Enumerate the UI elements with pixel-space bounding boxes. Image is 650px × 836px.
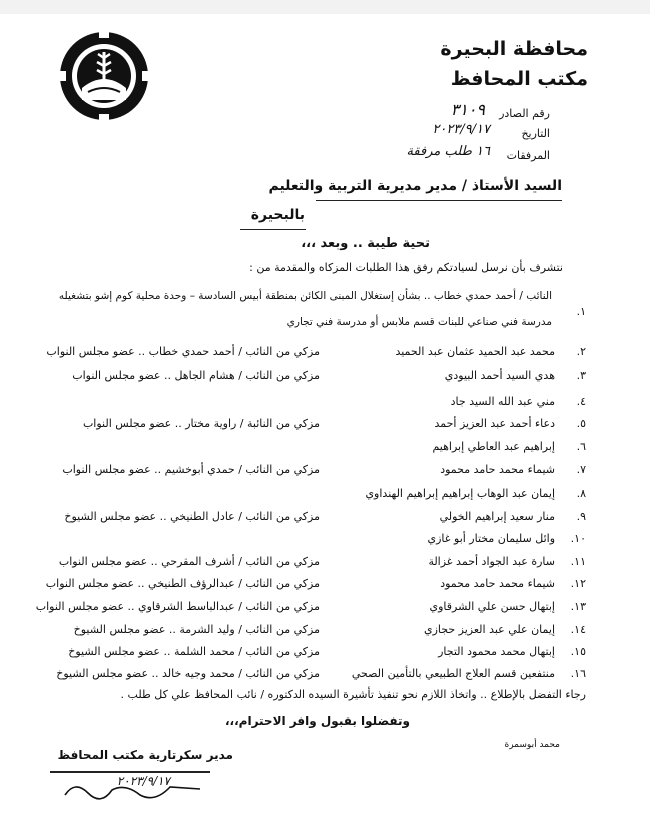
applicant-name: سارة عبد الجواد أحمد غزالة (428, 555, 555, 568)
applicant-name: مني عبد الله السيد جاد (450, 395, 555, 408)
applicant-name: شيماء محمد حامد محمود (440, 463, 555, 476)
issue-no-label: رقم الصادر (499, 107, 550, 120)
item-number: ١٠. (570, 532, 586, 545)
scan-top-border (0, 0, 650, 14)
item-number: ٢. (576, 345, 586, 358)
addressee-line: السيد الأستاذ / مدير مديرية التربية والتعليم (268, 178, 562, 194)
recommendation: مزكي من النائب / محمد وجيه خالد .. عضو مجلس الشيوخ (56, 667, 320, 680)
item-number: ١١. (570, 555, 586, 568)
attachments-value: ١٦ طلب مرفقة (406, 144, 490, 159)
item-number: ٤. (576, 395, 586, 408)
item-number: ١٤. (570, 623, 586, 636)
recommendation: مزكي من النائب / عادل الطنيخي .. عضو مجلس الشيوخ (64, 510, 320, 523)
item-number: ١. (576, 305, 586, 318)
recommendation: مزكي من النائب / عبدالباسط الشرقاوي .. عضو مجلس النواب (35, 600, 320, 613)
applicant-name: وائل سليمان مختار أبو غازي (427, 532, 555, 545)
recommendation: مزكي من النائب / أشرف المقرحي .. عضو مجلس النواب (58, 555, 320, 568)
signature-title: مدير سكرتارية مكتب المحافظ (57, 748, 233, 762)
applicant-name: منار سعيد إبراهيم الخولي (439, 510, 555, 523)
item-number: ٥. (576, 417, 586, 430)
recommendation: مزكي من النائب / حمدي أبوخشيم .. عضو مجلس النواب (62, 463, 320, 476)
date-value: ٢٠٢٣/٩/١٧ (432, 122, 490, 137)
addressee-location: بالبحيرة (250, 207, 305, 223)
applicant-name: إيمان عبد الوهاب إبراهيم إبراهيم الهنداوي (365, 487, 555, 500)
item-number: ٦. (576, 440, 586, 453)
request-line: رجاء التفضل بالإطلاع .. واتخاذ اللازم نحو تنفيذ تأشيرة السيده الدكتوره / نائب المحافظ علي كل طلب . (120, 688, 586, 701)
date-label: التاريخ (521, 127, 550, 140)
recommendation: مزكي من النائب / وليد الشرمة .. عضو مجلس الشيوخ (73, 623, 320, 636)
applicant-name: هدي السيد أحمد البيودي (444, 369, 555, 382)
applicant-name: إبراهيم عبد العاطي إبراهيم (432, 440, 555, 453)
applicant-name: محمد عبد الحميد عثمان عبد الحميد (395, 345, 555, 358)
item-number: ٧. (576, 463, 586, 476)
intro-text: نتشرف بأن نرسل لسيادتكم رفق هذا الطلبات المزكاه والمقدمة من : (249, 261, 563, 274)
applicant-name: شيماء محمد حامد محمود (440, 577, 555, 590)
recommendation: مزكي من النائب / أحمد حمدي خطاب .. عضو مجلس النواب (46, 345, 320, 358)
item-1-line-2: مدرسة فني صناعي للبنات قسم ملابس أو مدرسة فني تجاري (286, 316, 552, 328)
closing-line: وتفضلوا بقبول وافر الاحترام،،، (224, 714, 410, 728)
applicant-name: إبتهال حسن علي الشرقاوي (429, 600, 555, 613)
issue-no-value: ٣١٠٩ (450, 100, 485, 119)
item-number: ٨. (576, 487, 586, 500)
governorate-logo (58, 30, 150, 122)
applicant-name: إيمان علي عبد العزيز حجازي (423, 623, 555, 636)
item-number: ١٣. (570, 600, 586, 613)
recommendation: مزكي من النائبة / راوية مختار .. عضو مجلس النواب (82, 417, 320, 430)
office-name: مكتب المحافظ (450, 68, 588, 90)
item-number: ١٥. (570, 645, 586, 658)
applicant-name: إبتهال محمد محمود التجار (438, 645, 555, 658)
greeting: تحية طيبة .. وبعد ،،، (301, 236, 430, 251)
item-1-line-1: النائب / أحمد حمدي خطاب .. بشأن إستغلال المبنى الكائن بمنطقة أبيس السادسة – وحدة محلية كوم إشو بتشغيله (58, 290, 552, 302)
org-name: محافظة البحيرة (440, 38, 588, 60)
typist-name: محمد أبوسمرة (504, 740, 560, 750)
addressee-underline (316, 200, 562, 201)
signature-rule (50, 771, 210, 773)
item-number: ١٢. (570, 577, 586, 590)
recommendation: مزكي من النائب / عبدالرؤف الطنيخي .. عضو مجلس النواب (45, 577, 320, 590)
recommendation: مزكي من النائب / هشام الجاهل .. عضو مجلس النواب (72, 369, 320, 382)
applicant-name: منتفعين قسم العلاج الطبيعي بالتأمين الصحي (351, 667, 555, 680)
applicant-name: دعاء أحمد عبد العزيز أحمد (434, 417, 555, 430)
attachments-label: المرفقات (506, 149, 550, 162)
handwritten-date: ٢٠٢٣/٩/١٧ (116, 774, 170, 788)
location-underline (240, 229, 306, 230)
item-number: ٣. (576, 369, 586, 382)
item-number: ١٦. (570, 667, 586, 680)
recommendation: مزكي من النائب / محمد الشلمة .. عضو مجلس الشيوخ (68, 645, 320, 658)
item-number: ٩. (576, 510, 586, 523)
